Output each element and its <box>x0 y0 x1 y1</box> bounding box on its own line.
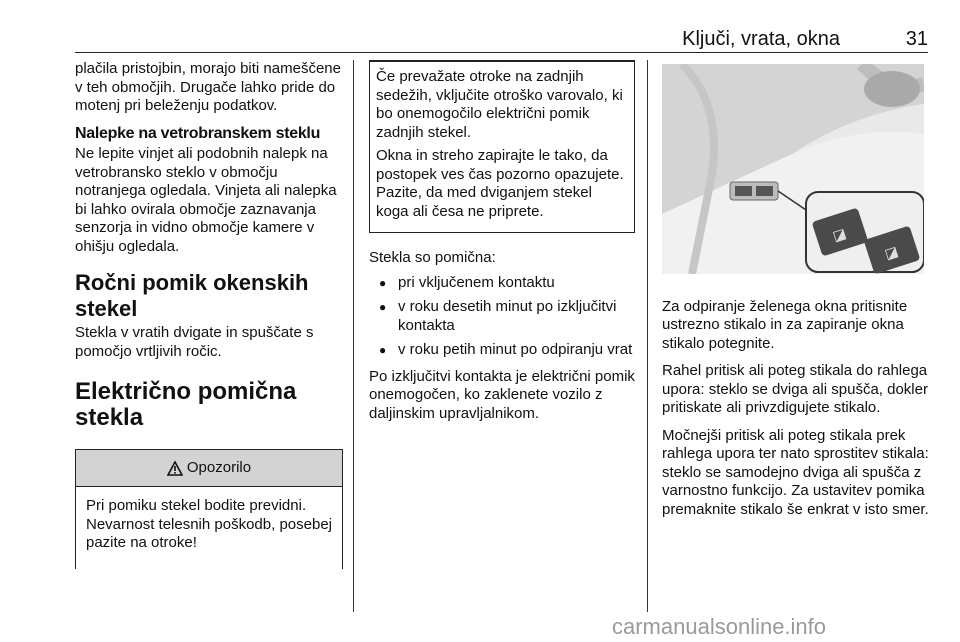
switch-detail-callout <box>806 192 924 274</box>
warning-title: Opozorilo <box>186 458 252 476</box>
conditions-lead: Stekla so pomična: <box>369 249 496 266</box>
watermark: carmanualsonline.info <box>612 614 827 639</box>
svg-text:◪: ◪ <box>830 225 849 245</box>
column-divider-1 <box>353 60 354 612</box>
window-switch-photo <box>662 64 924 274</box>
column-1 <box>75 60 343 569</box>
paragraph-windscreen-stickers: Ne lepite vinjet ali podobnih nalepk na vetrobransko steklo v območju notranjega ogledala. Vinjeta ali nalepka bi lahko ovirala območje zaznavanja senzorja in vidno območje kamere v ohišju ogledala. <box>75 145 337 255</box>
firm-press-paragraph: Močnejši pritisk ali poteg stikala prek rahlega upora ter nato sprostitev stikala: steklo se samodejno dviga ali spušča z varnostno funkcijo. Za ustavitev pomika premaknite stikalo še enkrat v isto smer. <box>662 426 929 518</box>
section-title: Ključi, vrata, okna <box>682 28 840 50</box>
operation-paragraph: Za odpiranje želenega okna pritisnite ustrezno stikalo in za zapiranje okna stikalo potegnite. <box>662 297 908 352</box>
page-number: 31 <box>905 28 928 50</box>
note-paragraph-2: Okna in streho zapirajte le tako, da postopek ves čas pozorno opazujete. Pazite, da med dviganjem stekel koga ali česa ne priprete. <box>376 147 624 220</box>
list-item: ● v roku petih minut po odpiranju vrat <box>369 341 635 360</box>
column-divider-2 <box>647 60 648 612</box>
child-safety-note <box>369 60 635 233</box>
remote-lock-paragraph: Po izključitvi kontakta je električni pomik onemogočen, ko zaklenete vozilo z daljinskim upravljalnikom. <box>369 367 635 422</box>
svg-text:◪: ◪ <box>882 243 901 263</box>
door-switch-panel <box>730 182 778 200</box>
heading-manual-windows: Ročni pomik okenskih stekel <box>75 270 309 321</box>
paragraph-manual-windows: Stekla v vratih dvigate in spuščate s pomočjo vrtljivih ročic. <box>75 324 314 360</box>
list-item: ● pri vključenem kontaktu <box>369 274 635 293</box>
list-item: ● v roku desetih minut po izključitvi kontakta <box>369 298 635 335</box>
heading-windscreen-stickers: Nalepke na vetrobranskem steklu <box>75 124 321 142</box>
warning-header <box>76 449 342 487</box>
warning-triangle-icon <box>167 461 183 476</box>
warning-text: Pri pomiku stekel bodite previdni. Nevarnost telesnih poškodb, posebej pazite na otroke! <box>86 497 332 551</box>
conditions-list <box>369 274 635 360</box>
note-paragraph-1: Če prevažate otroke na zadnjih sedežih, vključite otroško varovalo, ki bo onemogočilo električni pomik zadnjih stekel. <box>376 68 623 141</box>
column-2 <box>369 60 635 432</box>
intro-paragraph: plačila pristojbin, morajo biti nameščene v teh območjih. Drugače lahko pride do motenj pri beleženju podatkov. <box>75 60 341 114</box>
light-press-paragraph: Rahel pritisk ali poteg stikala do rahlega upora: steklo se dviga ali spušča, dokler pritiskate ali privzdigujete stikalo. <box>662 362 928 416</box>
column-3 <box>662 60 930 528</box>
heading-power-windows: Električno pomična stekla <box>75 378 297 431</box>
warning-box <box>75 449 343 569</box>
page-header <box>75 28 928 53</box>
